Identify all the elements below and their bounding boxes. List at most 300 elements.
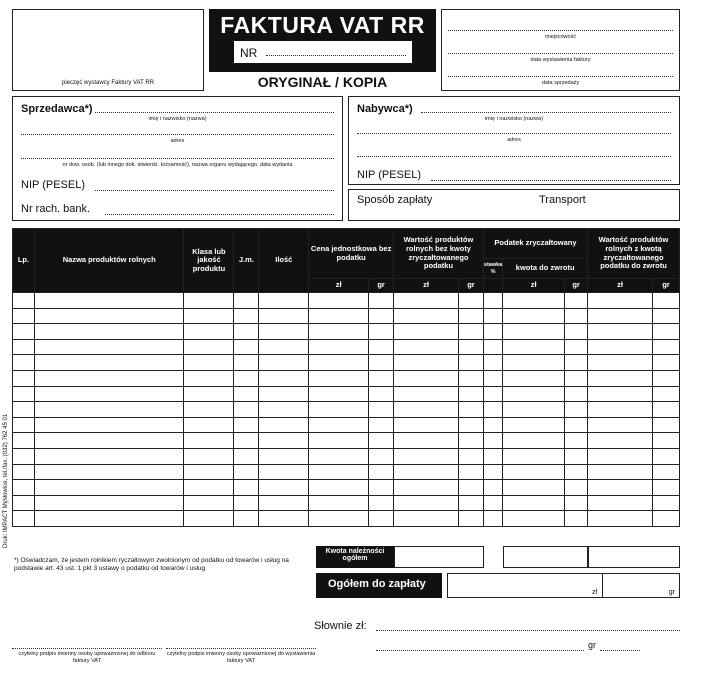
table-cell[interactable] <box>458 308 483 324</box>
table-cell[interactable] <box>234 386 259 402</box>
table-cell[interactable] <box>259 339 309 355</box>
nr-label: NR <box>240 46 258 60</box>
table-cell[interactable] <box>184 308 234 324</box>
table-cell[interactable] <box>394 386 459 402</box>
table-cell[interactable] <box>652 448 679 464</box>
table-cell[interactable] <box>652 464 679 480</box>
receiver-signature-caption: czytelny podpis imienny osoby upoważnionej do odbioru faktury VAT <box>18 651 156 664</box>
gross-zl: zł <box>588 279 653 293</box>
table-cell[interactable] <box>13 495 35 511</box>
table-cell[interactable] <box>565 370 588 386</box>
table-cell[interactable] <box>369 355 394 371</box>
table-cell[interactable] <box>565 339 588 355</box>
table-cell[interactable] <box>259 308 309 324</box>
table-cell[interactable] <box>394 480 459 496</box>
original-copy-label: ORYGINAŁ / KOPIA <box>257 74 388 90</box>
table-cell[interactable] <box>458 464 483 480</box>
table-cell[interactable] <box>309 464 369 480</box>
table-cell[interactable] <box>234 417 259 433</box>
table-cell[interactable] <box>458 480 483 496</box>
table-row <box>13 308 680 324</box>
products-table-body <box>13 293 680 527</box>
table-cell[interactable] <box>588 417 653 433</box>
table-cell[interactable] <box>13 308 35 324</box>
table-cell[interactable] <box>483 433 502 449</box>
invoice-number-box[interactable] <box>233 40 413 64</box>
table-cell[interactable] <box>394 433 459 449</box>
table-cell[interactable] <box>234 339 259 355</box>
table-cell[interactable] <box>588 511 653 527</box>
table-cell[interactable] <box>652 370 679 386</box>
table-cell[interactable] <box>652 417 679 433</box>
table-cell[interactable] <box>588 464 653 480</box>
table-row <box>13 511 680 527</box>
seller-nip-line[interactable] <box>95 190 334 191</box>
table-cell[interactable] <box>234 355 259 371</box>
issuer-signature-caption: czytelny podpis imienny osoby upoważnionej do wystawienia faktury VAT <box>166 651 316 664</box>
total-payable-amount[interactable] <box>447 573 680 598</box>
table-cell[interactable] <box>13 370 35 386</box>
buyer-extra-line[interactable] <box>357 156 671 157</box>
table-cell[interactable] <box>184 448 234 464</box>
table-row <box>13 355 680 371</box>
table-cell[interactable] <box>503 495 565 511</box>
table-cell[interactable] <box>259 417 309 433</box>
invoice-title: FAKTURA VAT RR <box>220 12 425 38</box>
table-cell[interactable] <box>184 386 234 402</box>
table-cell[interactable] <box>565 464 588 480</box>
table-cell[interactable] <box>234 433 259 449</box>
table-cell[interactable] <box>652 324 679 340</box>
place-line[interactable] <box>448 30 673 31</box>
seller-nip-label: NIP (PESEL) <box>21 179 85 191</box>
table-cell[interactable] <box>458 402 483 418</box>
table-cell[interactable] <box>184 355 234 371</box>
table-cell[interactable] <box>458 339 483 355</box>
col-value-gross: Wartość produktów rolnych z kwotą zryczałtowanego podatku do zwrotu <box>588 229 680 279</box>
col-lp: Lp. <box>13 229 35 293</box>
table-cell[interactable] <box>34 355 184 371</box>
table-cell[interactable] <box>13 417 35 433</box>
table-cell[interactable] <box>184 433 234 449</box>
table-cell[interactable] <box>503 339 565 355</box>
net-zl: zł <box>394 279 459 293</box>
table-cell[interactable] <box>259 511 309 527</box>
table-cell[interactable] <box>309 293 369 309</box>
place-caption: miejscowość <box>544 34 577 40</box>
table-cell[interactable] <box>394 324 459 340</box>
table-cell[interactable] <box>13 293 35 309</box>
table-cell[interactable] <box>565 448 588 464</box>
table-cell[interactable] <box>13 464 35 480</box>
total-due-refund-cell[interactable] <box>503 546 588 568</box>
table-cell[interactable] <box>259 433 309 449</box>
table-cell[interactable] <box>483 370 502 386</box>
table-cell[interactable] <box>369 339 394 355</box>
table-cell[interactable] <box>34 386 184 402</box>
issuer-stamp-box <box>12 9 204 91</box>
table-cell[interactable] <box>503 293 565 309</box>
table-cell[interactable] <box>34 308 184 324</box>
table-cell[interactable] <box>565 324 588 340</box>
table-cell[interactable] <box>309 370 369 386</box>
table-row <box>13 495 680 511</box>
seller-address-caption: adres <box>170 138 185 144</box>
table-row <box>13 324 680 340</box>
table-cell[interactable] <box>458 417 483 433</box>
col-value-net: Wartość produktów rolnych bez kwoty zryczałtowanego podatku <box>394 229 484 279</box>
table-cell[interactable] <box>234 480 259 496</box>
table-cell[interactable] <box>234 448 259 464</box>
table-cell[interactable] <box>503 464 565 480</box>
table-cell[interactable] <box>259 370 309 386</box>
table-cell[interactable] <box>588 386 653 402</box>
price-gr: gr <box>369 279 394 293</box>
table-cell[interactable] <box>565 417 588 433</box>
table-cell[interactable] <box>394 293 459 309</box>
amount-in-words-gr: gr <box>588 640 597 650</box>
table-cell[interactable] <box>184 480 234 496</box>
col-rate: stawka % <box>483 259 502 279</box>
gross-gr: gr <box>652 279 679 293</box>
payment-box <box>348 189 680 221</box>
table-cell[interactable] <box>503 324 565 340</box>
table-cell[interactable] <box>309 511 369 527</box>
seller-address-line[interactable] <box>21 134 334 135</box>
table-cell[interactable] <box>34 433 184 449</box>
table-cell[interactable] <box>369 495 394 511</box>
table-cell[interactable] <box>369 386 394 402</box>
table-cell[interactable] <box>13 402 35 418</box>
amount-in-words-line2[interactable] <box>376 650 584 651</box>
table-cell[interactable] <box>588 308 653 324</box>
seller-name-caption: imię i nazwisko (nazwa) <box>148 116 207 122</box>
buyer-nip-label: NIP (PESEL) <box>357 169 421 181</box>
table-cell[interactable] <box>483 511 502 527</box>
seller-name-line[interactable] <box>95 112 334 113</box>
col-unit: J.m. <box>234 229 259 293</box>
seller-box <box>12 96 343 221</box>
issue-date-caption: data wystawienia faktury <box>530 57 591 63</box>
table-cell[interactable] <box>458 293 483 309</box>
table-cell[interactable] <box>184 511 234 527</box>
table-cell[interactable] <box>652 402 679 418</box>
table-cell[interactable] <box>394 464 459 480</box>
col-price: Cena jednostkowa bez podatku <box>309 229 394 279</box>
net-gr: gr <box>458 279 483 293</box>
buyer-box <box>348 96 680 185</box>
stamp-caption: pieczęć wystawcy Faktury VAT RR <box>61 80 155 86</box>
table-cell[interactable] <box>458 495 483 511</box>
table-cell[interactable] <box>234 324 259 340</box>
refund-zl: zł <box>503 279 565 293</box>
amount-in-words-label: Słownie zł: <box>314 620 367 632</box>
table-cell[interactable] <box>309 308 369 324</box>
payment-label: Sposób zapłaty <box>357 194 433 206</box>
table-cell[interactable] <box>259 464 309 480</box>
buyer-label: Nabywca*) <box>357 103 413 115</box>
table-row <box>13 464 680 480</box>
seller-label: Sprzedawca*) <box>21 103 93 115</box>
table-cell[interactable] <box>588 402 653 418</box>
seller-id-caption: nr dow. osob. (lub innego dok. stwierdz. tożsamość), nazwa organu wydającego, data wydania <box>62 162 293 168</box>
table-cell[interactable] <box>309 402 369 418</box>
table-cell[interactable] <box>259 386 309 402</box>
seller-bank-label: Nr rach. bank. <box>21 203 91 215</box>
table-cell[interactable] <box>588 480 653 496</box>
table-cell[interactable] <box>652 293 679 309</box>
table-cell[interactable] <box>394 495 459 511</box>
table-row <box>13 339 680 355</box>
table-cell[interactable] <box>184 495 234 511</box>
table-cell[interactable] <box>565 402 588 418</box>
table-cell[interactable] <box>234 464 259 480</box>
table-cell[interactable] <box>503 402 565 418</box>
table-cell[interactable] <box>34 464 184 480</box>
table-cell[interactable] <box>369 324 394 340</box>
table-row <box>13 370 680 386</box>
table-cell[interactable] <box>184 324 234 340</box>
table-cell[interactable] <box>588 355 653 371</box>
total-divider <box>602 574 603 597</box>
table-cell[interactable] <box>565 308 588 324</box>
table-cell[interactable] <box>458 448 483 464</box>
col-qty: Ilość <box>259 229 309 293</box>
table-cell[interactable] <box>13 480 35 496</box>
table-cell[interactable] <box>565 355 588 371</box>
total-zl-label: zł <box>592 589 598 596</box>
table-cell[interactable] <box>565 495 588 511</box>
table-cell[interactable] <box>34 495 184 511</box>
table-cell[interactable] <box>309 417 369 433</box>
table-cell[interactable] <box>394 402 459 418</box>
table-cell[interactable] <box>483 324 502 340</box>
buyer-address-caption: adres <box>507 137 521 143</box>
table-cell[interactable] <box>309 386 369 402</box>
table-cell[interactable] <box>234 495 259 511</box>
table-row <box>13 480 680 496</box>
table-cell[interactable] <box>369 417 394 433</box>
table-cell[interactable] <box>309 448 369 464</box>
table-cell[interactable] <box>503 308 565 324</box>
table-cell[interactable] <box>588 433 653 449</box>
table-cell[interactable] <box>369 370 394 386</box>
table-cell[interactable] <box>652 480 679 496</box>
table-cell[interactable] <box>394 511 459 527</box>
table-cell[interactable] <box>369 433 394 449</box>
table-cell[interactable] <box>234 370 259 386</box>
total-gr-label: gr <box>668 589 675 596</box>
table-cell[interactable] <box>394 339 459 355</box>
table-cell[interactable] <box>309 480 369 496</box>
table-cell[interactable] <box>394 308 459 324</box>
table-cell[interactable] <box>652 433 679 449</box>
table-cell[interactable] <box>503 448 565 464</box>
col-tax: Podatek zryczałtowany <box>483 229 587 259</box>
table-cell[interactable] <box>458 511 483 527</box>
table-cell[interactable] <box>13 448 35 464</box>
table-cell[interactable] <box>565 386 588 402</box>
table-cell[interactable] <box>652 308 679 324</box>
declaration-text: *) Oświadczam, że jestem rolnikiem ryczałtowym zwolnionym od podatku od towarów i usług na podstawie art. 43 ust. 1 pkt 3 ustawy o podatku od towarów i usług <box>14 557 289 573</box>
table-cell[interactable] <box>309 433 369 449</box>
table-cell[interactable] <box>184 464 234 480</box>
table-cell[interactable] <box>369 402 394 418</box>
nr-dotted-line <box>266 55 406 56</box>
table-cell[interactable] <box>483 417 502 433</box>
table-cell[interactable] <box>503 370 565 386</box>
amount-in-words-line1[interactable] <box>376 630 680 631</box>
table-cell[interactable] <box>483 308 502 324</box>
table-cell[interactable] <box>13 433 35 449</box>
table-cell[interactable] <box>503 355 565 371</box>
col-refund: kwota do zwrotu <box>503 259 588 279</box>
table-row <box>13 448 680 464</box>
table-cell[interactable] <box>34 448 184 464</box>
table-cell[interactable] <box>394 448 459 464</box>
table-cell[interactable] <box>503 433 565 449</box>
table-cell[interactable] <box>309 324 369 340</box>
issuer-signature-line[interactable] <box>166 648 316 649</box>
buyer-address-line[interactable] <box>357 133 671 134</box>
table-cell[interactable] <box>588 370 653 386</box>
table-cell[interactable] <box>259 355 309 371</box>
table-cell[interactable] <box>34 339 184 355</box>
table-cell[interactable] <box>259 293 309 309</box>
sale-date-line[interactable] <box>448 76 673 77</box>
transport-label: Transport <box>539 194 586 206</box>
sale-date-caption: data sprzedaży <box>541 80 580 86</box>
table-cell[interactable] <box>184 339 234 355</box>
issue-date-line[interactable] <box>448 53 673 54</box>
table-cell[interactable] <box>588 293 653 309</box>
table-cell[interactable] <box>13 339 35 355</box>
invoice-title-block <box>209 9 436 72</box>
printer-imprint: Druk: IMPACT Mysłowice, tel./fax. (032) 762 45 01 <box>3 413 9 548</box>
table-cell[interactable] <box>394 417 459 433</box>
table-cell[interactable] <box>503 480 565 496</box>
table-cell[interactable] <box>565 433 588 449</box>
table-cell[interactable] <box>13 511 35 527</box>
table-cell[interactable] <box>309 339 369 355</box>
table-cell[interactable] <box>259 480 309 496</box>
table-cell[interactable] <box>503 386 565 402</box>
seller-bank-line[interactable] <box>105 214 334 215</box>
table-cell[interactable] <box>588 324 653 340</box>
col-name: Nazwa produktów rolnych <box>34 229 184 293</box>
table-cell[interactable] <box>309 355 369 371</box>
table-cell[interactable] <box>394 370 459 386</box>
table-cell[interactable] <box>259 495 309 511</box>
table-cell[interactable] <box>483 495 502 511</box>
table-cell[interactable] <box>483 339 502 355</box>
table-cell[interactable] <box>369 511 394 527</box>
table-cell[interactable] <box>34 370 184 386</box>
table-cell[interactable] <box>588 339 653 355</box>
table-cell[interactable] <box>184 293 234 309</box>
buyer-name-caption: imię i nazwisko (nazwa) <box>484 116 544 122</box>
table-cell[interactable] <box>483 386 502 402</box>
products-table <box>12 228 680 527</box>
table-cell[interactable] <box>184 417 234 433</box>
table-cell[interactable] <box>234 308 259 324</box>
table-cell[interactable] <box>503 511 565 527</box>
table-cell[interactable] <box>369 464 394 480</box>
total-payable-label: Ogółem do zapłaty <box>316 573 442 598</box>
rate-blank <box>483 279 502 293</box>
table-cell[interactable] <box>565 480 588 496</box>
table-cell[interactable] <box>309 495 369 511</box>
table-cell[interactable] <box>369 448 394 464</box>
buyer-name-line[interactable] <box>421 112 671 113</box>
table-cell[interactable] <box>234 511 259 527</box>
receiver-signature-line[interactable] <box>12 648 162 649</box>
table-cell[interactable] <box>503 417 565 433</box>
table-cell[interactable] <box>369 293 394 309</box>
table-cell[interactable] <box>369 480 394 496</box>
table-cell[interactable] <box>34 511 184 527</box>
table-cell[interactable] <box>483 355 502 371</box>
table-cell[interactable] <box>394 355 459 371</box>
table-cell[interactable] <box>234 402 259 418</box>
table-cell[interactable] <box>184 402 234 418</box>
table-cell[interactable] <box>483 402 502 418</box>
table-cell[interactable] <box>458 433 483 449</box>
table-cell[interactable] <box>184 370 234 386</box>
table-cell[interactable] <box>458 370 483 386</box>
table-cell[interactable] <box>588 495 653 511</box>
amount-in-words-gr-line[interactable] <box>600 650 640 651</box>
table-cell[interactable] <box>458 324 483 340</box>
table-cell[interactable] <box>483 480 502 496</box>
table-cell[interactable] <box>369 308 394 324</box>
table-cell[interactable] <box>483 293 502 309</box>
table-cell[interactable] <box>458 386 483 402</box>
table-cell[interactable] <box>259 324 309 340</box>
table-cell[interactable] <box>259 402 309 418</box>
table-cell[interactable] <box>13 324 35 340</box>
price-zl: zł <box>309 279 369 293</box>
refund-gr: gr <box>565 279 588 293</box>
table-cell[interactable] <box>34 402 184 418</box>
table-cell[interactable] <box>34 324 184 340</box>
table-cell[interactable] <box>13 386 35 402</box>
table-cell[interactable] <box>483 448 502 464</box>
table-cell[interactable] <box>565 511 588 527</box>
table-cell[interactable] <box>565 293 588 309</box>
table-cell[interactable] <box>34 293 184 309</box>
table-cell[interactable] <box>34 417 184 433</box>
table-cell[interactable] <box>458 355 483 371</box>
table-cell[interactable] <box>259 448 309 464</box>
table-cell[interactable] <box>13 355 35 371</box>
table-cell[interactable] <box>652 386 679 402</box>
total-due-gross-cell[interactable] <box>588 546 680 568</box>
table-cell[interactable] <box>652 339 679 355</box>
table-cell[interactable] <box>652 495 679 511</box>
table-cell[interactable] <box>234 293 259 309</box>
table-cell[interactable] <box>34 480 184 496</box>
table-row <box>13 386 680 402</box>
table-cell[interactable] <box>588 448 653 464</box>
table-cell[interactable] <box>652 511 679 527</box>
table-cell[interactable] <box>483 464 502 480</box>
total-due-net-cell[interactable] <box>394 546 484 568</box>
seller-id-line[interactable] <box>21 158 334 159</box>
buyer-nip-line[interactable] <box>431 180 671 181</box>
col-class: Klasa lub jakość produktu <box>184 229 234 293</box>
table-cell[interactable] <box>652 355 679 371</box>
